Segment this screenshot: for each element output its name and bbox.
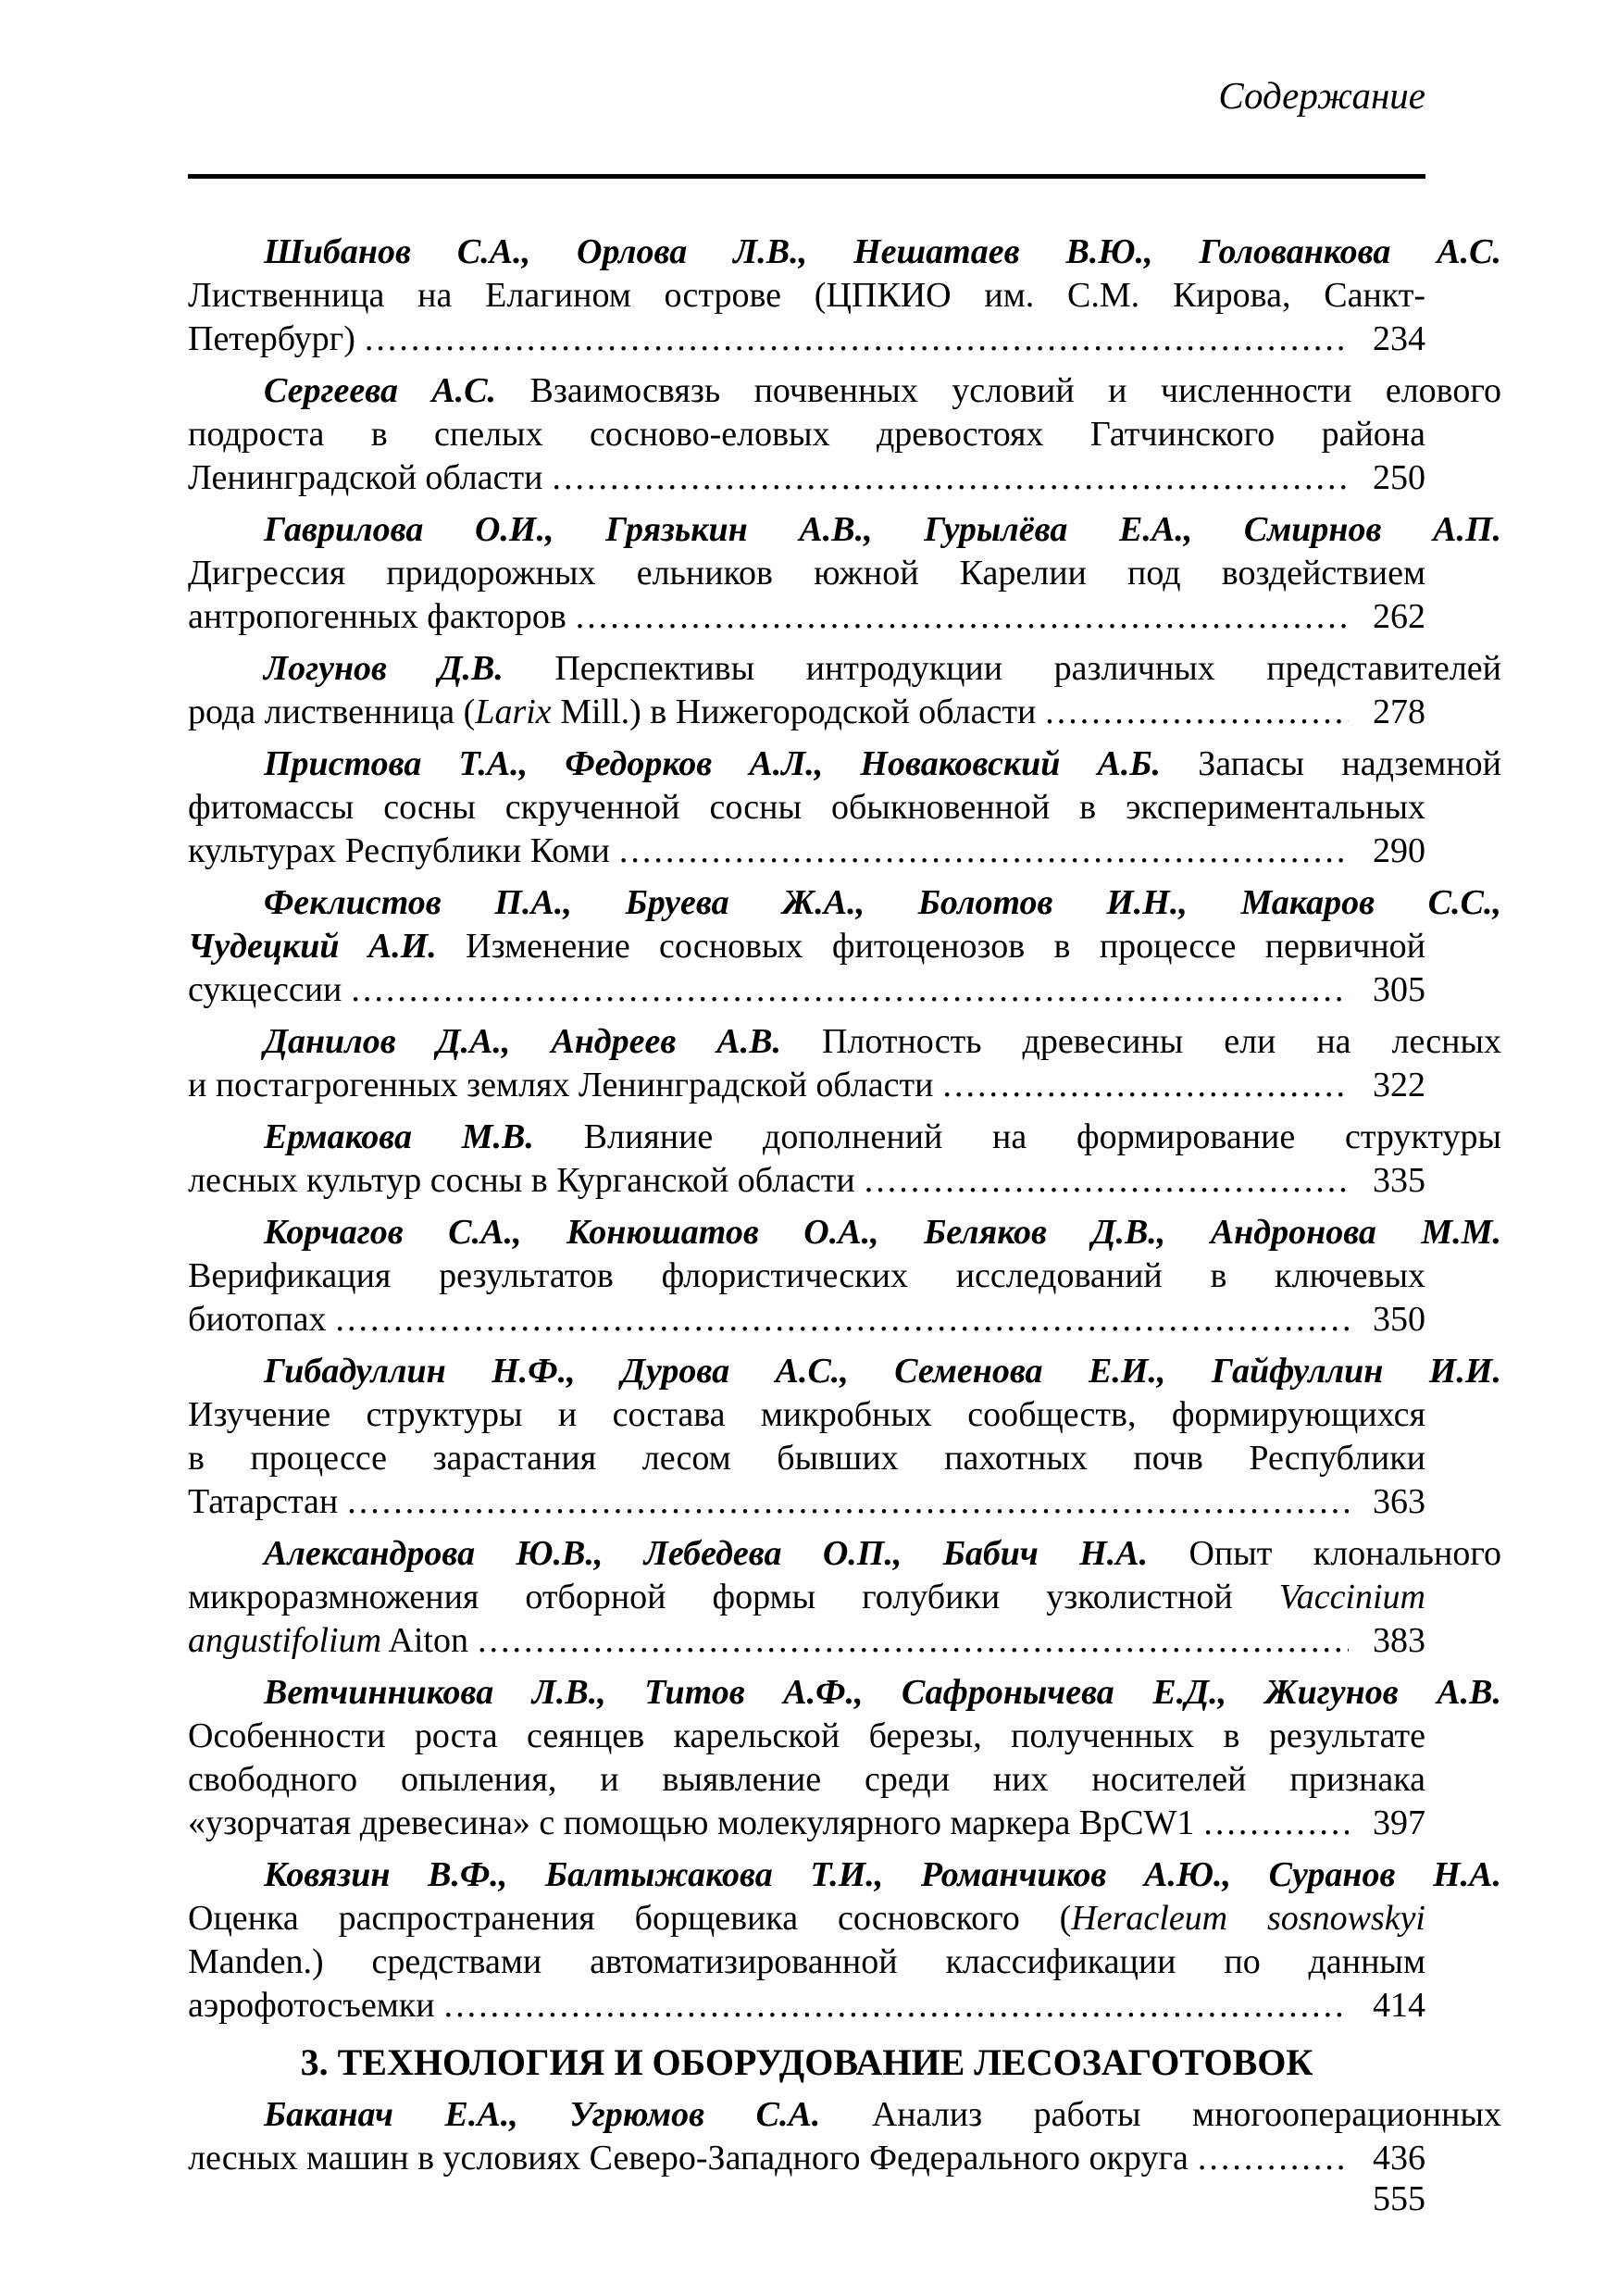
author-names: Данилов Д.А., Андреев А.В. [264,1022,781,1061]
toc-entry [188,369,1501,500]
page-content [188,74,1501,2189]
title-text: Анализ работы многооперационных [820,2095,1501,2134]
toc-line-text [188,456,542,500]
toc-line [188,1984,1425,2028]
toc-line [188,691,1425,734]
dot-leader [619,830,1349,873]
title-text: Верификация результатов флористических исследований в ключевых [188,1256,1425,1295]
entry-page-number: 262 [1373,597,1425,636]
title-text: Manden.) средствами автоматизированной классификации по данным [188,1942,1425,1981]
toc-line-text [188,1802,1194,1845]
toc-entry [188,231,1501,361]
title-text: Aiton [381,1621,468,1660]
toc-line-text [188,691,1036,734]
toc-line [188,274,1425,318]
title-text: Татарстан [188,1482,339,1521]
toc-entry [188,1671,1501,1845]
toc-line-text [188,595,566,639]
title-text: лесных культур сосны в Курганской области [188,1161,855,1200]
toc-line [188,1116,1501,1159]
toc-line [188,647,1501,691]
toc-line [188,318,1425,361]
toc-line [188,1480,1425,1524]
title-text: Плотность древесины ели на лесных [781,1022,1501,1061]
toc-line-text [188,1159,855,1203]
title-text: рода лиственница ( [188,693,476,731]
entry-page-number: 436 [1373,2139,1425,2177]
toc-line [188,1298,1425,1341]
toc-line [188,231,1501,274]
title-text: лесных машин в условиях Северо-Западного Федерального округа [188,2139,1189,2177]
dot-leader [444,1984,1349,2028]
toc-entry [188,881,1501,1012]
toc-line [188,1853,1501,1897]
entry-page-number: 290 [1373,831,1425,870]
toc-line [188,1802,1425,1845]
dot-leader [351,968,1349,1012]
author-names: Логунов Д.В. [264,649,504,688]
toc-line [188,508,1501,552]
toc-line [188,369,1501,413]
dot-leader [552,456,1349,500]
entry-page-number: 363 [1373,1482,1425,1521]
toc-line [188,1619,1425,1663]
title-text: свободного опыления, и выявление среди них носителей признака [188,1760,1425,1799]
toc-line-text [188,1298,326,1341]
toc-line [188,2137,1425,2180]
title-text: Опыт клонального [1148,1534,1501,1573]
title-text: Оценка распространения борщевика сосновского ( [188,1899,1072,1938]
title-text: «узорчатая древесина» с помощью молекулярного маркера BpCW1 [188,1803,1195,1842]
header-rule [188,174,1425,179]
title-text: Перспективы интродукции различных представителей [503,649,1501,688]
toc-entry [188,742,1501,873]
toc-line-text [188,1064,933,1107]
toc-entry [188,1350,1501,1524]
latin-species-name: Larix [475,693,552,731]
toc-line [188,1350,1501,1393]
toc-entry [188,2093,1501,2180]
title-text: Дигрессия придорожных ельников южной Карелии под воздействием [188,554,1425,593]
toc-line [188,742,1501,786]
toc-list [188,231,1501,2180]
entry-page-number: 250 [1373,458,1425,497]
author-names: Ермакова М.В. [264,1117,534,1156]
toc-line-text [188,2137,1189,2180]
toc-line [188,1159,1425,1203]
latin-species-name: angustifolium [188,1621,382,1660]
title-text: Изучение структуры и состава микробных сообществ, формирующихся [188,1395,1425,1434]
toc-line-text [188,1619,468,1663]
author-names: Баканач Е.А., Угрюмов С.А. [264,2095,821,2134]
section-heading: 3. ТЕХНОЛОГИЯ И ОБОРУДОВАНИЕ ЛЕСОЗАГОТОВОК [300,2041,1313,2083]
entry-page-number: 383 [1373,1621,1425,1660]
author-names: Александрова Ю.В., Лебедева О.П., Бабич Н.А. [264,1534,1149,1573]
dot-leader [478,1619,1349,1663]
author-names: Чудецкий А.И. [188,927,437,966]
dot-leader [1045,691,1349,734]
entry-page-number: 335 [1373,1161,1425,1200]
toc-line [188,1211,1501,1254]
author-names: Гаврилова О.И., Грязькин А.В., Гурылёва Е.А., Смирнов А.П. [264,510,1501,549]
title-text: Запасы надземной [1161,744,1501,783]
title-text: Mill.) в Нижегородской области [551,693,1037,731]
toc-line [188,830,1425,873]
toc-line [188,1576,1425,1619]
footer-page-number: 555 [1373,2179,1425,2218]
author-names: Ветчинникова Л.В., Титов А.Ф., Сафронычева Е.Д., Жигунов А.В. [264,1673,1501,1712]
dot-leader [335,1298,1349,1341]
toc-entry [188,1116,1501,1203]
entry-page-number: 305 [1373,970,1425,1009]
entry-page-number: 278 [1373,693,1425,731]
dot-leader [347,1480,1349,1524]
toc-line-text [188,968,342,1012]
toc-line [188,595,1425,639]
dot-leader [942,1064,1349,1107]
title-text: в процессе зарастания лесом бывших пахотных почв Республики [188,1439,1425,1478]
toc-line [188,1393,1425,1437]
title-text: Особенности роста сеянцев карельской березы, полученных в результате [188,1716,1425,1755]
entry-page-number: 234 [1373,319,1425,358]
toc-line [188,925,1425,968]
toc-line [188,1897,1425,1940]
dot-leader [365,318,1349,361]
title-text: подроста в спелых сосново-еловых древостоях Гатчинского района [188,415,1425,454]
latin-species-name: Vaccinium [1278,1578,1425,1616]
title-text: биотопах [188,1300,327,1339]
toc-line [188,881,1501,925]
toc-line [188,1940,1425,1984]
toc-entry [188,508,1501,639]
toc-line [188,1758,1425,1802]
toc-line-text [188,830,610,873]
toc-line-text [188,1984,435,2028]
author-names: Шибанов С.А., Орлова Л.В., Нешатаев В.Ю., Голованкова А.С. [264,232,1501,271]
title-text: аэрофотосъемки [188,1986,435,2025]
toc-line [188,1437,1425,1480]
dot-leader [576,595,1349,639]
toc-line [188,456,1425,500]
author-names: Гибадуллин Н.Ф., Дурова А.С., Семенова Е.И., Гайфуллин И.И. [264,1352,1501,1391]
dot-leader [1198,2137,1349,2180]
author-names: Пристова Т.А., Федорков А.Л., Новаковский А.Б. [264,744,1162,783]
toc-line [188,2093,1501,2137]
toc-line [188,413,1425,456]
title-text: культурах Республики Коми [188,831,610,870]
dot-leader [865,1159,1349,1203]
toc-entry [188,1211,1501,1341]
toc-entry [188,1020,1501,1107]
title-text: антропогенных факторов [188,597,566,636]
entry-page-number: 397 [1373,1803,1425,1842]
latin-species-name: Heracleum sosnowskyi [1071,1899,1425,1938]
toc-line [188,968,1425,1012]
title-text: Ленинградской области [188,458,543,497]
toc-line [188,1532,1501,1576]
toc-line [188,1671,1501,1715]
toc-entry [188,1853,1501,2028]
running-header-title: Содержание [1218,74,1425,117]
toc-line-text [188,318,355,361]
title-text: Взаимосвязь почвенных условий и численности елового [496,371,1501,410]
title-text: Влияние дополнений на формирование структуры [533,1117,1501,1156]
dot-leader [1203,1802,1349,1845]
toc-line [188,1254,1425,1298]
title-text: микроразмножения отборной формы голубики узколистной [188,1578,1279,1616]
title-text: и постагрогенных землях Ленинградской области [188,1066,934,1104]
entry-page-number: 414 [1373,1986,1425,2025]
title-text: Изменение сосновых фитоценозов в процессе первичной [436,927,1425,966]
toc-entry [188,1532,1501,1663]
toc-line-text [188,1480,338,1524]
title-text: Петербург) [188,319,355,358]
author-names: Феклистов П.А., Бруева Ж.А., Болотов И.Н., Макаров С.С., [264,883,1501,922]
toc-line [188,1020,1501,1064]
toc-line [188,1715,1425,1758]
toc-line [188,786,1425,830]
toc-entry [188,647,1501,734]
toc-line [188,552,1425,595]
entry-page-number: 350 [1373,1300,1425,1339]
author-names: Ковязин В.Ф., Балтыжакова Т.И., Романчиков А.Ю., Суранов Н.А. [264,1855,1501,1894]
author-names: Корчагов С.А., Конюшатов О.А., Беляков Д.В., Андронова М.М. [264,1213,1501,1252]
entry-page-number: 322 [1373,1066,1425,1104]
title-text: фитомассы сосны скрученной сосны обыкновенной в экспериментальных [188,788,1425,827]
title-text: Лиственница на Елагином острове (ЦПКИО им. С.М. Кирова, Санкт- [188,276,1425,315]
toc-line [188,1064,1425,1107]
author-names: Сергеева А.С. [264,371,497,410]
title-text: сукцессии [188,970,342,1009]
